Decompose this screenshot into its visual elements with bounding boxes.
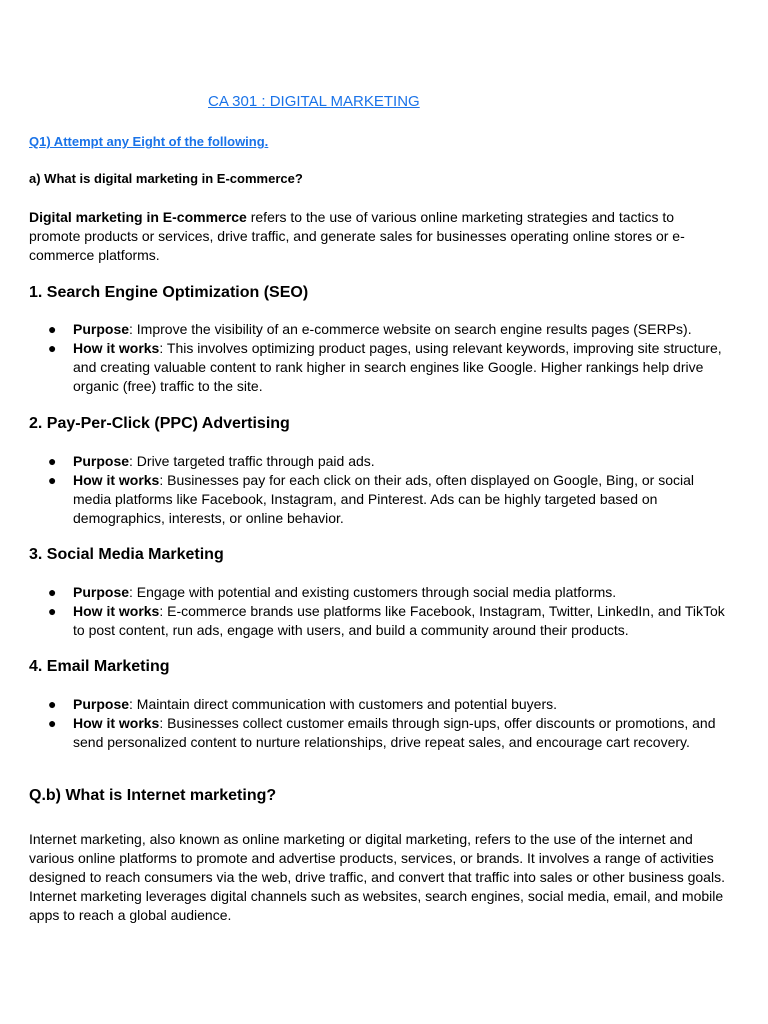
section-list-email	[29, 695, 729, 752]
list-item	[29, 714, 729, 752]
bullet-icon: ●	[48, 696, 57, 712]
bullet-icon: ●	[48, 340, 57, 356]
intro-paragraph	[29, 208, 729, 265]
section-list-ppc	[29, 452, 729, 528]
purpose-label: Purpose	[73, 584, 130, 600]
document-title[interactable]: CA 301 : DIGITAL MARKETING	[208, 93, 420, 110]
list-item	[29, 471, 729, 528]
how-text: : This involves optimizing product pages, using relevant keywords, improving site structure, and creating valuable content to rank higher in search engines like Google. Higher rankings help drive organic (free) traffic to the site.	[73, 340, 722, 394]
section-list-seo	[29, 320, 729, 396]
list-item	[29, 583, 729, 602]
how-text: : Businesses collect customer emails through sign-ups, offer discounts or promotions, and send personalized content to nurture relationships, drive repeat sales, and encourage cart recovery.	[73, 715, 716, 750]
list-item	[29, 452, 729, 471]
purpose-label: Purpose	[73, 696, 130, 712]
purpose-label: Purpose	[73, 453, 130, 469]
bullet-icon: ●	[48, 472, 57, 488]
section-heading-email: 4. Email Marketing	[29, 658, 170, 675]
list-item	[29, 320, 729, 339]
purpose-text: : Engage with potential and existing customers through social media platforms.	[129, 584, 617, 600]
list-item	[29, 602, 729, 640]
how-label: How it works	[73, 340, 160, 356]
question-heading[interactable]: Q1) Attempt any Eight of the following.	[29, 134, 269, 149]
bullet-icon: ●	[48, 453, 57, 469]
how-text: : E-commerce brands use platforms like Facebook, Instagram, Twitter, LinkedIn, and TikTok to post content, run ads, engage with users, and build a community around their products.	[73, 603, 725, 638]
section-heading-social: 3. Social Media Marketing	[29, 546, 224, 563]
section-heading-ppc: 2. Pay-Per-Click (PPC) Advertising	[29, 415, 290, 432]
purpose-text: : Drive targeted traffic through paid ads.	[129, 453, 375, 469]
list-item	[29, 695, 729, 714]
sub-question-a: a) What is digital marketing in E-commerce?	[29, 171, 303, 186]
how-label: How it works	[73, 715, 160, 731]
purpose-text: : Improve the visibility of an e-commerce website on search engine results pages (SERPs).	[129, 321, 692, 337]
internet-marketing-paragraph: Internet marketing, also known as online marketing or digital marketing, refers to the use of the internet and various online platforms to promote and advertise products, services, or brands. It involves a range of activities designed to reach consumers via the web, drive traffic, and convert that traffic into sales or other business goals. Internet marketing leverages digital channels such as websites, search engines, social media, email, and mobile apps to reach a global audience.	[29, 831, 725, 923]
bullet-icon: ●	[48, 321, 57, 337]
purpose-label: Purpose	[73, 321, 130, 337]
sub-question-b: Q.b) What is Internet marketing?	[29, 787, 277, 804]
list-item	[29, 339, 729, 396]
section-list-social	[29, 583, 729, 640]
how-label: How it works	[73, 472, 160, 488]
bullet-icon: ●	[48, 715, 57, 731]
section-heading-seo: 1. Search Engine Optimization (SEO)	[29, 284, 309, 301]
intro-bold: Digital marketing in E-commerce	[29, 209, 247, 225]
intro-rest: refers to the use of various online marketing strategies and tactics to promote products or services, drive traffic, and generate sales for businesses operating online stores or e-commerce platforms.	[29, 209, 685, 263]
purpose-text: : Maintain direct communication with customers and potential buyers.	[129, 696, 557, 712]
bullet-icon: ●	[48, 603, 57, 619]
how-text: : Businesses pay for each click on their ads, often displayed on Google, Bing, or social media platforms like Facebook, Instagram, and Pinterest. Ads can be highly targeted based on demographics, interests, or online behavior.	[73, 472, 694, 526]
bullet-icon: ●	[48, 584, 57, 600]
how-label: How it works	[73, 603, 160, 619]
